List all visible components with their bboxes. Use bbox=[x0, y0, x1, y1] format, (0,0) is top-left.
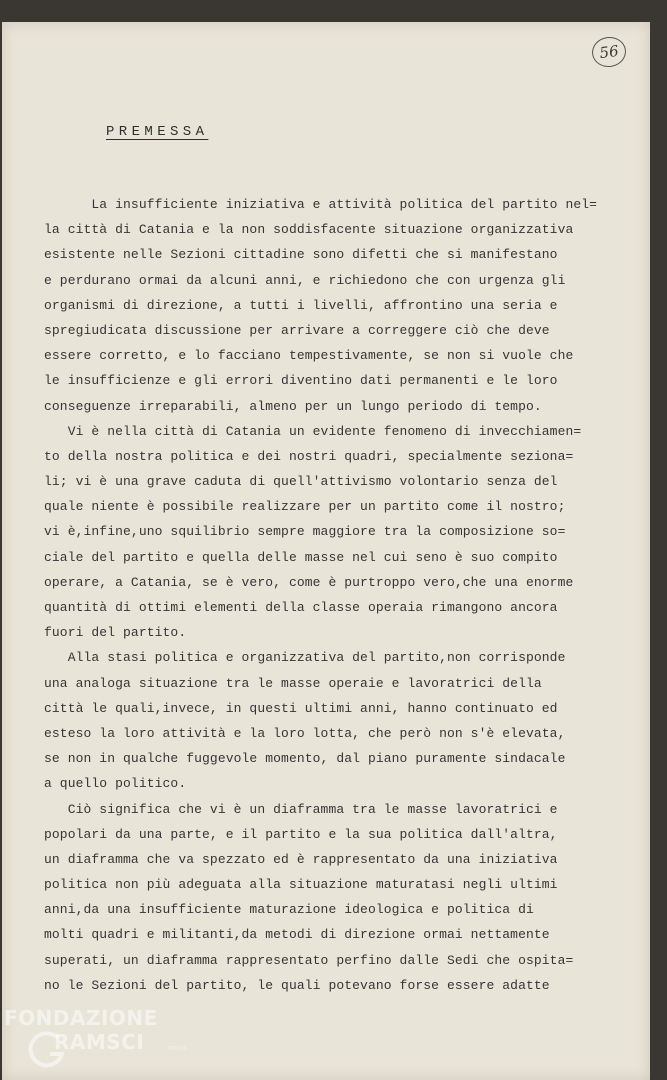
text-line: molti quadri e militanti,da metodi di direzione ormai nettamente bbox=[44, 927, 550, 943]
text-line: vi è,infine,uno squilibrio sempre maggiore tra la composizione so= bbox=[44, 524, 566, 540]
document-title: PREMESSA bbox=[106, 124, 209, 140]
watermark-suffix: onlus bbox=[168, 1044, 187, 1052]
text-line: conseguenze irreparabili, almeno per un lungo periodo di tempo. bbox=[44, 398, 542, 414]
text-line: le insufficienze e gli errori diventino dati permanenti e le loro bbox=[44, 373, 558, 389]
text-line: Vi è nella città di Catania un evidente fenomeno di invecchiamen= bbox=[44, 423, 582, 439]
page-number: 56 bbox=[590, 35, 628, 69]
text-line: operare, a Catania, se è vero, come è purtroppo vero,che una enorme bbox=[44, 574, 574, 590]
text-line: politica non più adeguata alla situazione maturatasi negli ultimi bbox=[44, 877, 558, 893]
fondazione-gramsci-watermark bbox=[4, 1006, 204, 1080]
text-line: a quello politico. bbox=[44, 776, 187, 792]
text-line: esteso la loro attività e la loro lotta, che però non s'è elevata, bbox=[44, 725, 566, 741]
text-line: la città di Catania e la non soddisfacente situazione organizzativa bbox=[44, 222, 574, 238]
text-line: fuori del partito. bbox=[44, 625, 187, 641]
text-line: una analoga situazione tra le masse operaie e lavoratrici della bbox=[44, 675, 542, 691]
text-line: superati, un diaframma rappresentato perfino dalle Sedi che ospita= bbox=[44, 952, 574, 968]
text-line: quale niente è possibile realizzare per un partito come il nostro; bbox=[44, 499, 566, 515]
text-line: città le quali,invece, in questi ultimi anni, hanno continuato ed bbox=[44, 700, 558, 716]
text-line: organismi di direzione, a tutti i livelli, affrontino una seria e bbox=[44, 297, 558, 313]
text-line: e perdurano ormai da alcuni anni, e richiedono che con urgenza gli bbox=[44, 272, 566, 288]
text-line: spregiudicata discussione per arrivare a correggere ciò che deve bbox=[44, 322, 550, 338]
text-line: Alla stasi politica e organizzativa del partito,non corrisponde bbox=[44, 650, 566, 666]
text-line: essere corretto, e lo facciano tempestivamente, se non si vuole che bbox=[44, 348, 574, 364]
text-line: La insufficiente iniziativa e attività politica del partito nel= bbox=[44, 197, 598, 212]
text-line: to della nostra politica e dei nostri quadri, specialmente seziona= bbox=[44, 448, 574, 464]
text-line: un diaframma che va spezzato ed è rappresentato da una iniziativa bbox=[44, 851, 558, 867]
text-line: popolari da una parte, e il partito e la sua politica dall'altra, bbox=[44, 826, 558, 842]
text-line: Ciò significa che vi è un diaframma tra le masse lavoratrici e bbox=[44, 801, 558, 817]
text-line: ciale del partito e quella delle masse nel cui seno è suo compito bbox=[44, 549, 558, 565]
text-line: anni,da una insufficiente maturazione ideologica e politica di bbox=[44, 902, 534, 918]
text-line: esistente nelle Sezioni cittadine sono difetti che si manifestano bbox=[44, 247, 558, 263]
document-page bbox=[2, 22, 650, 1080]
text-line: quantità di ottimi elementi della classe operaia rimangono ancora bbox=[44, 600, 558, 615]
watermark-line1: FONDAZIONE bbox=[4, 1006, 158, 1030]
text-line: li; vi è una grave caduta di quell'attivismo volontario senza del bbox=[44, 474, 558, 490]
body-text bbox=[44, 192, 614, 998]
text-line: no le Sezioni del partito, le quali potevano forse essere adatte bbox=[44, 977, 550, 993]
watermark-line2: RAMSCI bbox=[54, 1030, 145, 1054]
text-line: se non in qualche fuggevole momento, dal piano puramente sindacale bbox=[44, 751, 566, 767]
